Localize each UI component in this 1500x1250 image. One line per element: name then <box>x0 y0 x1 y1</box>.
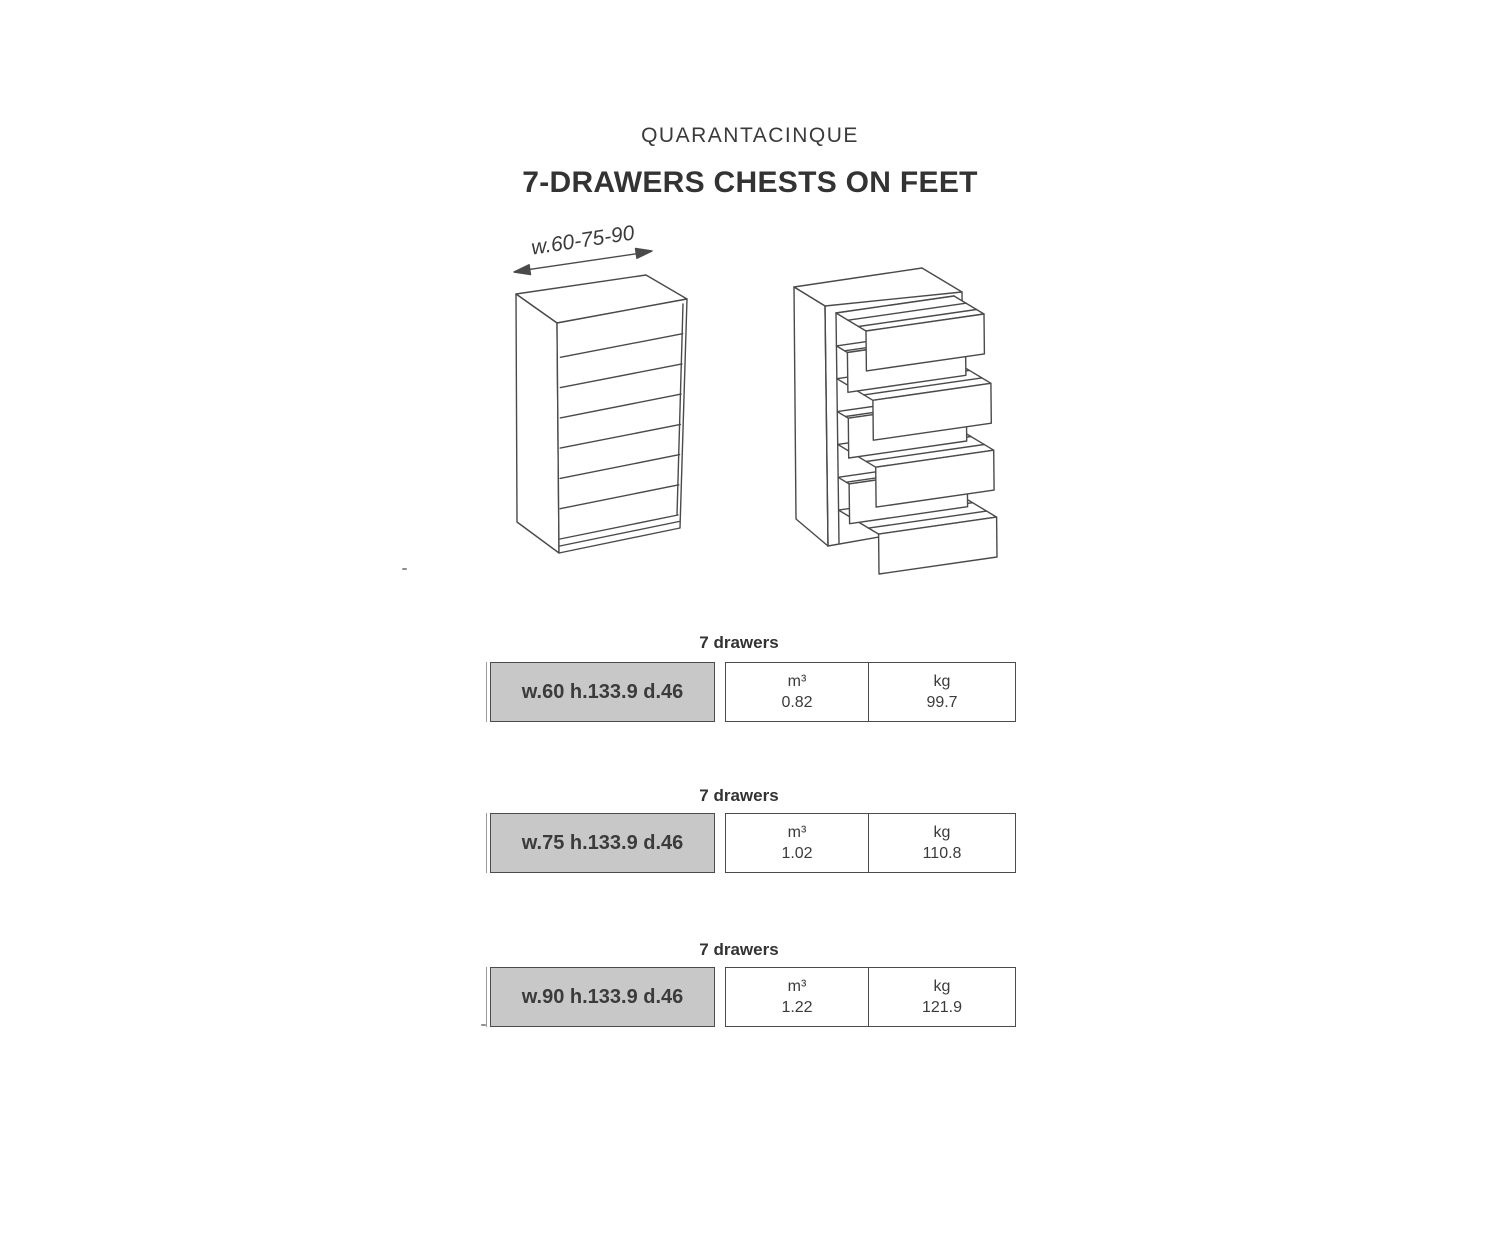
volume-value: 1.02 <box>781 845 813 862</box>
brand-name: QUARANTACINQUE <box>641 124 859 147</box>
volume-value: 0.82 <box>781 694 813 711</box>
drawer-count-label: 7 drawers <box>699 940 779 959</box>
chest-drawings <box>380 215 1040 585</box>
page-title: 7-DRAWERS CHESTS ON FEET <box>522 166 978 199</box>
row-left-tick <box>486 813 487 873</box>
weight-unit: kg <box>933 673 951 690</box>
open-chest-drawing <box>794 268 997 574</box>
row-left-tick <box>486 662 487 722</box>
volume-unit: m³ <box>787 673 807 690</box>
weight-value: 121.9 <box>921 999 963 1016</box>
volume-cell <box>726 968 868 1026</box>
weight-unit: kg <box>933 978 951 995</box>
weight-value: 110.8 <box>922 845 962 862</box>
drawer-count-label: 7 drawers <box>699 786 779 805</box>
volume-cell <box>726 814 868 872</box>
size-cell: w.90 h.133.9 d.46 <box>490 967 715 1027</box>
scan-artifact-dot <box>481 1024 486 1026</box>
weight-cell <box>868 663 1015 721</box>
width-dimension-label: w.60-75-90 <box>529 221 636 260</box>
value-cells <box>725 967 1016 1027</box>
volume-unit: m³ <box>787 978 807 995</box>
weight-unit: kg <box>933 824 951 841</box>
weight-cell <box>868 968 1015 1026</box>
closed-chest-drawing <box>516 275 687 553</box>
size-cell: w.60 h.133.9 d.46 <box>490 662 715 722</box>
value-cells <box>725 813 1016 873</box>
value-cells <box>725 662 1016 722</box>
weight-value: 99.7 <box>926 694 958 711</box>
scan-artifact-dot <box>402 568 407 570</box>
volume-unit: m³ <box>787 824 807 841</box>
volume-cell <box>726 663 868 721</box>
weight-cell <box>868 814 1015 872</box>
row-left-tick <box>486 967 487 1027</box>
drawer-count-label: 7 drawers <box>699 633 779 652</box>
volume-value: 1.22 <box>781 999 813 1016</box>
size-cell: w.75 h.133.9 d.46 <box>490 813 715 873</box>
